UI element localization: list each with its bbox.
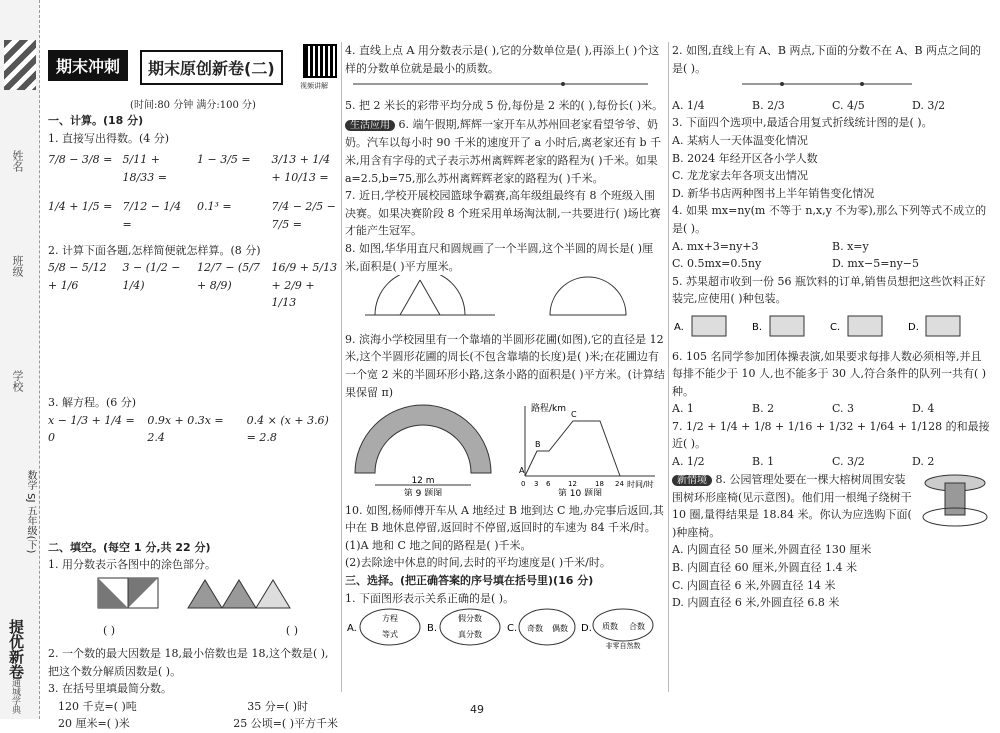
option[interactable]: A. 1 bbox=[672, 402, 694, 416]
diagram-label: 偶数 bbox=[552, 624, 568, 634]
tag-badge: 新情境 bbox=[672, 475, 712, 486]
question-text bbox=[345, 116, 665, 187]
tag-badge: 生活应用 bbox=[345, 120, 395, 131]
semicircle-figure bbox=[345, 275, 655, 325]
option[interactable]: A. 某病人一天体温变化情况 bbox=[672, 133, 808, 147]
sub-question: (1)A 地和 C 地之间的路程是( )千米。 bbox=[345, 538, 532, 552]
shaded-figures bbox=[48, 574, 338, 616]
question-text: 9. 滨海小学校园里有一个靠墙的半圆形花圃(如图),它的直径是 12 米,这个半圆形花圃的周长(不包含靠墙的长度)是( )米;在花圃边有一个宽 2 米的半圆环形小路,这条小路的面积是( )平方米。(计算结果保留 π) bbox=[345, 332, 665, 399]
semicircle bbox=[550, 277, 626, 315]
question-text bbox=[672, 471, 914, 542]
expression: 7/4 − 2/5 − 7/5 = bbox=[271, 200, 336, 231]
option[interactable]: D. mx−5=ny−5 bbox=[832, 257, 920, 271]
question-text: 2. 计算下面各题,怎样简便就怎样算。(8 分) bbox=[48, 243, 261, 257]
tick-label: 6 bbox=[546, 480, 551, 489]
math-row bbox=[48, 198, 338, 233]
question-text: 10. 如图,杨师傅开车从 A 地经过 B 地到达 C 地,办完事后返回,其中在 B 地休息停留,返回时不停留,返回时的车速为 84 千米/时。 bbox=[345, 503, 664, 535]
point-a bbox=[780, 82, 784, 86]
expression: 5/11 + 18/33 = bbox=[122, 153, 167, 184]
option[interactable]: A. 内圆直径 50 厘米,外圆直径 130 厘米 bbox=[672, 543, 872, 557]
point-a bbox=[561, 82, 565, 86]
expression: 7/8 − 3/8 = bbox=[48, 153, 113, 167]
header-tag: 期末冲刺 bbox=[48, 50, 128, 81]
number-line-ab bbox=[672, 77, 982, 91]
expression: 3 − (1/2 − 1/4) bbox=[122, 261, 181, 292]
question-text: 3. 在括号里填最简分数。 bbox=[48, 682, 172, 696]
equation: 0.9x + 0.3x = 2.4 bbox=[147, 413, 224, 445]
diagram-label: 非零自然数 bbox=[605, 642, 641, 650]
point-label: A bbox=[519, 466, 525, 476]
option-label: C. bbox=[830, 321, 841, 333]
diagram-label: 假分数 bbox=[458, 614, 482, 624]
math-row bbox=[48, 259, 338, 312]
question-text: 2. 如图,直线上有 A、B 两点,下面的分数不在 A、B 两点之间的是( )。 bbox=[672, 44, 982, 75]
option-letter: B. bbox=[427, 623, 438, 635]
option[interactable]: C. 内圆直径 6 米,外圆直径 14 米 bbox=[672, 578, 836, 592]
conversion-item: 120 千克=( )吨 bbox=[58, 699, 137, 713]
section-heading: 三、选择。(把正确答案的序号填在括号里)(16 分) bbox=[345, 574, 594, 588]
decor-stripes bbox=[4, 40, 36, 90]
section-heading: 一、计算。(18 分) bbox=[48, 114, 144, 127]
section-heading: 二、填空。(每空 1 分,共 22 分) bbox=[48, 540, 211, 554]
number-line bbox=[353, 77, 653, 91]
option[interactable]: D. 2 bbox=[912, 455, 935, 469]
diagram-label: 合数 bbox=[629, 622, 645, 632]
diagram-label: 质数 bbox=[602, 622, 618, 632]
expression: 1/4 + 1/5 = bbox=[48, 200, 113, 214]
exam-meta: (时间:80 分钟 满分:100 分) bbox=[130, 100, 256, 111]
option[interactable]: D. 3/2 bbox=[912, 98, 946, 112]
column-1 bbox=[48, 112, 338, 733]
option[interactable]: B. 2 bbox=[752, 402, 775, 416]
figure-caption: 第 9 题图 bbox=[403, 489, 443, 497]
question-body: 8. 公园管理处要在一棵大榕树周围安装围树环形座椅(见示意图)。他们用一根绳子绕树干 10 圈,量得结果是 18.84 米。你认为应选购下面( )种座椅。 bbox=[672, 472, 912, 539]
triangle-figure bbox=[188, 580, 222, 608]
option[interactable]: A. 1/2 bbox=[672, 455, 705, 469]
option[interactable]: C. 0.5mx=0.5ny bbox=[672, 257, 762, 271]
expression: 0.1³ = bbox=[197, 200, 232, 214]
box-8-icon bbox=[848, 316, 882, 336]
column-divider bbox=[341, 42, 342, 692]
option-row bbox=[672, 400, 992, 418]
expression: 1 − 3/5 = bbox=[197, 153, 251, 167]
compass-leg bbox=[400, 280, 420, 315]
diagram-label: 真分数 bbox=[458, 630, 482, 640]
figures-9-10 bbox=[345, 401, 665, 496]
question-text: 3. 解方程。(6 分) bbox=[48, 395, 137, 409]
question-text: 5. 苏果超市收到一份 56 瓶饮料的订单,销售员想把这些饮料正好装完,应使用( )种包装。 bbox=[672, 274, 986, 306]
binding-strip bbox=[0, 0, 40, 719]
question-text: 1. 用分数表示各图中的涂色部分。 bbox=[48, 558, 216, 572]
diagram-label: 方程 bbox=[382, 614, 398, 624]
option-row bbox=[672, 97, 992, 115]
point-b bbox=[860, 82, 864, 86]
exam-title: 期末原创新卷(二) bbox=[140, 50, 283, 85]
option-letter: D. bbox=[581, 623, 592, 635]
column-divider bbox=[668, 42, 669, 692]
option[interactable]: D. 新华书店两种图书上半年销售变化情况 bbox=[672, 186, 875, 200]
diagram-label: 奇数 bbox=[527, 624, 543, 634]
question-text: 4. 直线上点 A 用分数表示是( ),它的分数单位是( ),再添上( )个这样的分数单位就是最小的质数。 bbox=[345, 44, 660, 75]
option-row bbox=[672, 453, 992, 471]
point-label: B bbox=[535, 440, 541, 450]
option[interactable]: B. x=y bbox=[832, 239, 869, 253]
question-text: 6. 105 名同学参加团体操表演,如果要求每排人数必须相等,并且每排不能少于 10 人,也不能多于 30 人,符合条件的队列一共有( )种。 bbox=[672, 349, 987, 398]
question-text: 4. 如果 mx=ny(m 不等于 n,x,y 不为零),那么下列等式不成立的是( )。 bbox=[672, 204, 987, 235]
tree-bench-figure bbox=[920, 471, 990, 531]
dimension-label: 12 m bbox=[411, 476, 435, 487]
relation-diagrams bbox=[345, 607, 665, 649]
answer-blank[interactable]: ( ) bbox=[285, 623, 298, 637]
option[interactable]: C. 龙龙家去年各项支出情况 bbox=[672, 169, 809, 183]
exam-header bbox=[48, 44, 338, 90]
conversion-row bbox=[48, 698, 338, 716]
point-label: C bbox=[571, 410, 577, 420]
option-label: A. bbox=[674, 321, 684, 333]
school-label: 学校 bbox=[11, 370, 24, 392]
triangle-figure bbox=[222, 580, 256, 608]
box-9-icon bbox=[926, 316, 960, 336]
box-4-icon bbox=[692, 316, 726, 336]
answer-blank[interactable]: ( ) bbox=[103, 623, 116, 637]
expression: 7/12 − 1/4 = bbox=[122, 200, 182, 231]
y-axis-label: 路程/km bbox=[531, 404, 567, 415]
expression: 12/7 − (5/7 + 8/9) bbox=[197, 261, 260, 292]
figure-caption: 第 10 题图 bbox=[557, 489, 603, 497]
brand-label: 提优新卷 bbox=[7, 619, 25, 679]
question-text: 7. 近日,学校开展校园篮球争霸赛,高年级组最终有 8 个班级入围决赛。如果决赛阶段 8 个班采用单场淘汰制,一共要进行( )场比赛才能产生冠军。 bbox=[345, 189, 661, 238]
expression: 16/9 + 5/13 + 2/9 + 1/13 bbox=[271, 261, 338, 310]
option[interactable]: A. 1/4 bbox=[672, 98, 705, 112]
option[interactable]: C. 4/5 bbox=[832, 98, 865, 112]
question-text: 8. 如图,华华用直尺和圆规画了一个半圆,这个半圆的周长是( )厘米,面积是( )平方厘米。 bbox=[345, 241, 654, 273]
box-6-icon bbox=[770, 316, 804, 336]
question-text: 5. 把 2 米长的彩带平均分成 5 份,每份是 2 米的( ),每份长( )米。 bbox=[345, 98, 664, 112]
expression: 3/13 + 1/4 + 10/13 = bbox=[271, 153, 331, 184]
option-letter: A. bbox=[347, 623, 357, 635]
question-body: 6. 端午假期,辉辉一家开车从苏州回老家看望爷爷、奶奶。汽车以每小时 90 千米的速度开了 a 小时后,离老家还有 b 千米,用含有字母的式子表示苏州离辉辉老家的路程为( )千米。如果 a=2.5,b=75,那么苏州离辉辉老家的路程为( )千米。 bbox=[345, 118, 662, 185]
qr-code[interactable] bbox=[303, 44, 337, 78]
triangle-figure bbox=[256, 580, 290, 608]
option-label: D. bbox=[908, 321, 919, 333]
answer-blanks bbox=[48, 622, 338, 640]
conversion-row bbox=[48, 715, 338, 733]
conversion-item: 20 厘米=( )米 bbox=[58, 717, 130, 731]
column-3 bbox=[672, 42, 992, 612]
question-text: 2. 一个数的最大因数是 18,最小倍数也是 18,这个数是( ),把这个数分解质因数是( )。 bbox=[48, 647, 329, 678]
column-2 bbox=[345, 42, 665, 655]
expression: 5/8 − 5/12 + 1/6 bbox=[48, 261, 107, 292]
conversion-item: 25 公顷=( )平方千米 bbox=[233, 717, 338, 731]
tick-label: 24 bbox=[615, 480, 624, 489]
option[interactable]: B. 内圆直径 60 厘米,外圆直径 1.4 米 bbox=[672, 561, 858, 575]
class-label: 班级 bbox=[11, 255, 24, 277]
option[interactable]: A. mx+3=ny+3 bbox=[672, 239, 759, 253]
option[interactable]: B. 2024 年经开区各小学人数 bbox=[672, 151, 818, 165]
name-label: 姓名 bbox=[11, 150, 24, 172]
question-text: 7. 1/2 + 1/4 + 1/8 + 1/16 + 1/32 + 1/64 + 1/128 的和最接近( )。 bbox=[672, 419, 990, 451]
tick-label: 18 bbox=[595, 480, 604, 489]
option[interactable]: C. 3 bbox=[832, 402, 855, 416]
conversion-item: 35 分=( )时 bbox=[247, 699, 308, 713]
math-row bbox=[48, 151, 338, 186]
tick-label: 3 bbox=[534, 480, 539, 489]
option-row bbox=[672, 238, 992, 256]
subject-label: 数学 SJ 五年级(下) bbox=[25, 470, 36, 554]
compass-leg bbox=[420, 280, 440, 315]
question-text: 1. 直接写出得数。(4 分) bbox=[48, 131, 170, 145]
question-text: 3. 下面四个选项中,最适合用复式折线统计图的是( )。 bbox=[672, 116, 933, 130]
question-text: 1. 下面图形表示关系正确的是( )。 bbox=[345, 591, 515, 605]
question-8 bbox=[672, 471, 992, 542]
option-label: B. bbox=[752, 321, 763, 333]
qr-caption: 视频讲解 bbox=[300, 82, 328, 90]
ring-path bbox=[355, 405, 491, 473]
option[interactable]: B. 1 bbox=[752, 455, 775, 469]
sub-question: (2)去除途中休息的时间,去时的平均速度是( )千米/时。 bbox=[345, 556, 611, 570]
tick-label: 12 bbox=[568, 480, 577, 489]
tree-trunk bbox=[945, 483, 965, 515]
math-row bbox=[48, 412, 338, 447]
tick-label: 0 bbox=[521, 480, 526, 489]
diagram-label: 等式 bbox=[382, 630, 398, 640]
equation: x − 1/3 + 1/4 = 0 bbox=[48, 413, 135, 445]
option[interactable]: B. 2/3 bbox=[752, 98, 785, 112]
option-row bbox=[672, 255, 992, 273]
package-options bbox=[672, 308, 982, 342]
option[interactable]: C. 3/2 bbox=[832, 455, 865, 469]
x-axis-label: 时间/时 bbox=[627, 480, 654, 490]
page-number: 49 bbox=[470, 703, 484, 716]
option[interactable]: D. 4 bbox=[912, 402, 935, 416]
equation: 0.4 × (x + 3.6) = 2.8 bbox=[246, 413, 329, 445]
option-letter: C. bbox=[507, 623, 518, 635]
series-label: 通城学典 bbox=[10, 678, 20, 714]
option[interactable]: D. 内圆直径 6 米,外圆直径 6.8 米 bbox=[672, 596, 840, 610]
